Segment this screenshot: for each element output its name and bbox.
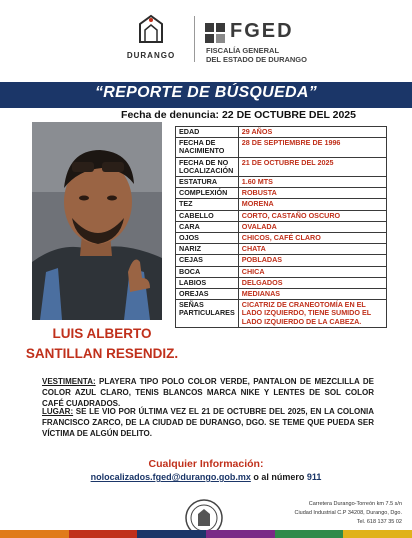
details-value: 28 DE SEPTIEMBRE DE 1996: [238, 138, 386, 157]
header-divider: [194, 16, 195, 62]
details-label: NARIZ: [176, 244, 239, 255]
person-name-line2: SANTILLAN RESENDIZ.: [25, 346, 179, 361]
details-label: SEÑAS PARTICULARES: [176, 300, 239, 328]
details-label: BOCA: [176, 266, 239, 277]
details-row: [176, 138, 387, 157]
contact-title: Cualquier Información:: [148, 458, 264, 470]
fged-subtitle-line1: FISCALÍA GENERAL: [206, 46, 280, 55]
person-photo-image: [32, 122, 162, 320]
details-row: [176, 289, 387, 300]
strip-segment: [137, 530, 206, 538]
details-row: [176, 221, 387, 232]
details-value: MEDIANAS: [238, 289, 386, 300]
details-row: [176, 127, 387, 138]
vestimenta-label: VESTIMENTA:: [42, 377, 96, 386]
details-value: POBLADAS: [238, 255, 386, 266]
details-value: 21 DE OCTUBRE DEL 2025: [238, 157, 386, 176]
details-value: 1.60 MTS: [238, 177, 386, 188]
details-label: CABELLO: [176, 210, 239, 221]
vestimenta-text: PLAYERA TIPO POLO COLOR VERDE, PANTALON DE MEZCLILLA DE COLOR AZUL CLARO, TENIS BLANCOS MARCA NIKE Y LENTES DE SOL COLOR CAFÉ CUADRADOS.: [42, 377, 374, 408]
details-row: [176, 266, 387, 277]
person-name-line1: LUIS ALBERTO: [52, 326, 152, 341]
details-row: [176, 177, 387, 188]
fged-emblem-icon: [204, 22, 226, 44]
details-value: ROBUSTA: [238, 188, 386, 199]
durango-logo: [118, 14, 184, 64]
details-value: CHATA: [238, 244, 386, 255]
details-row: [176, 300, 387, 328]
details-label: COMPLEXIÓN: [176, 188, 239, 199]
strip-segment: [69, 530, 138, 538]
details-table-body: [176, 127, 387, 328]
details-label: OJOS: [176, 233, 239, 244]
details-value: DELGADOS: [238, 277, 386, 288]
details-value: OVALADA: [238, 221, 386, 232]
strip-segment: [0, 530, 69, 538]
fged-subtitle: [206, 46, 307, 64]
fged-subtitle-line2: DEL ESTADO DE DURANGO: [206, 55, 307, 64]
durango-crest-icon: [134, 14, 168, 44]
strip-segment: [206, 530, 275, 538]
contact-phone-number[interactable]: 911: [306, 472, 322, 482]
details-label: OREJAS: [176, 289, 239, 300]
details-label: LABIOS: [176, 277, 239, 288]
details-row: [176, 255, 387, 266]
footer-address: [292, 500, 402, 527]
vestimenta-paragraph: [42, 376, 374, 409]
details-row: [176, 199, 387, 210]
contact-line: [0, 472, 412, 482]
details-value: MORENA: [238, 199, 386, 210]
details-value: CHICA: [238, 266, 386, 277]
details-value: CHICOS, CAFÉ CLARO: [238, 233, 386, 244]
details-value: 29 AÑOS: [238, 127, 386, 138]
fged-title: FGED: [230, 20, 294, 42]
details-table: [175, 126, 387, 328]
person-name: [22, 324, 182, 364]
details-label: FECHA DE NO LOCALIZACIÓN: [176, 157, 239, 176]
details-row: [176, 210, 387, 221]
lugar-text: SE LE VIO POR ÚLTIMA VEZ EL 21 DE OCTUBRE DEL 2025, EN LA COLONIA FRANCISCO ZARCO, DE LA CIUDAD DE DURANGO, DGO. SE TEME QUE PUEDA SER VÍCTIMA DE ALGÚN DELITO.: [42, 407, 374, 438]
details-label: ESTATURA: [176, 177, 239, 188]
contact-email-link[interactable]: nolocalizados.fged@durango.gob.mx: [90, 472, 251, 482]
details-label: CEJAS: [176, 255, 239, 266]
contact-middle-text: o al número: [250, 472, 307, 482]
report-title: “REPORTE DE BÚSQUEDA”: [94, 84, 318, 101]
details-value: CICATRIZ DE CRANEOTOMÍA EN EL LADO IZQUIERDO, TIENE SUMIDO EL LADO IZQUIERDO DE LA CABEZA.: [238, 300, 386, 328]
footer-address-line2: Ciudad Industrial C.P 34208, Durango, Dgo.: [294, 510, 402, 516]
details-label: FECHA DE NACIMIENTO: [176, 138, 239, 157]
durango-logo-text: DURANGO: [126, 51, 176, 60]
strip-segment: [275, 530, 344, 538]
details-row: [176, 233, 387, 244]
details-row: [176, 277, 387, 288]
details-label: EDAD: [176, 127, 239, 138]
details-row: [176, 157, 387, 176]
footer-color-strip: [0, 530, 412, 538]
details-label: TEZ: [176, 199, 239, 210]
person-photo: [32, 122, 162, 320]
details-row: [176, 188, 387, 199]
details-value: CORTO, CASTAÑO OSCURO: [238, 210, 386, 221]
lugar-label: LUGAR:: [42, 407, 74, 416]
details-row: [176, 244, 387, 255]
details-label: CARA: [176, 221, 239, 232]
report-date: Fecha de denuncia: 22 DE OCTUBRE DEL 2025: [121, 109, 356, 121]
strip-segment: [343, 530, 412, 538]
footer-address-line1: Carretera Durango-Torreón km 7.5 s/n: [308, 501, 402, 507]
lugar-paragraph: [42, 406, 374, 439]
footer-phone: Tel. 618 137 35 02: [356, 519, 402, 525]
